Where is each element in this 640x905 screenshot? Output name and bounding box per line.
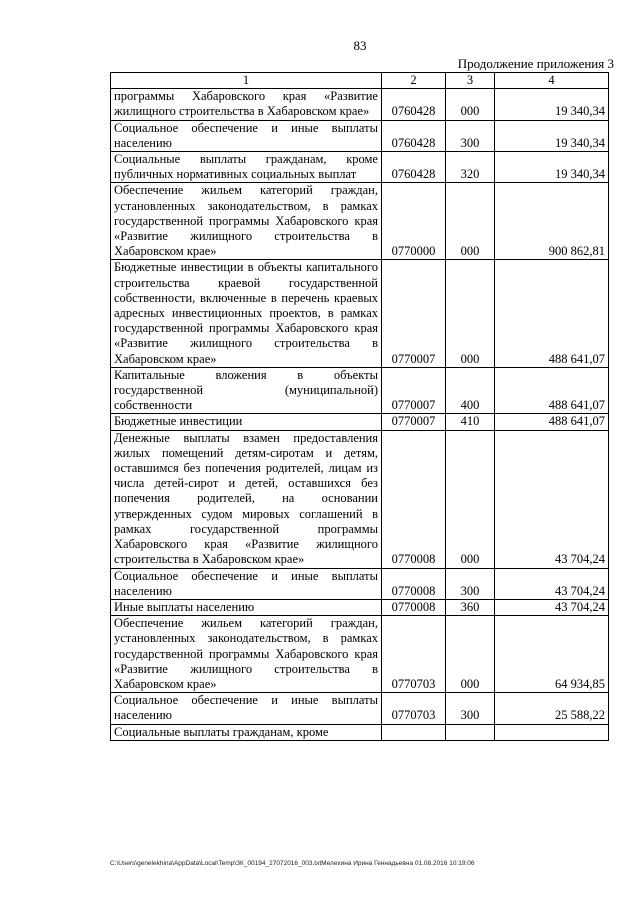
row-subcode: 000: [446, 89, 495, 120]
table-row: [111, 724, 609, 740]
row-amount: 43 704,24: [495, 599, 609, 615]
row-code: 0770008: [382, 568, 446, 599]
budget-table: [110, 72, 609, 741]
table-row: [111, 693, 609, 724]
table-row: [111, 120, 609, 151]
row-code: 0770008: [382, 430, 446, 568]
row-code: 0770008: [382, 599, 446, 615]
row-amount: 900 862,81: [495, 183, 609, 260]
row-amount: [495, 724, 609, 740]
row-code: 0760428: [382, 120, 446, 151]
row-code: [382, 724, 446, 740]
column-header: 2: [382, 73, 446, 89]
row-amount: 19 340,34: [495, 152, 609, 183]
row-subcode: 300: [446, 693, 495, 724]
table-row: [111, 367, 609, 414]
row-name: Социальное обеспечение и иные выплаты населению: [111, 120, 382, 151]
row-subcode: 300: [446, 568, 495, 599]
row-amount: 488 641,07: [495, 414, 609, 430]
row-code: 0770000: [382, 183, 446, 260]
table-row: [111, 568, 609, 599]
row-name: Социальные выплаты гражданам, кроме публичных нормативных социальных выплат: [111, 152, 382, 183]
row-name: программы Хабаровского края «Развитие жилищного строительства в Хабаровском крае»: [111, 89, 382, 120]
row-subcode: 300: [446, 120, 495, 151]
table-row: [111, 89, 609, 120]
row-subcode: 400: [446, 367, 495, 414]
page-number: 83: [353, 38, 367, 53]
table-row: [111, 430, 609, 568]
row-subcode: 000: [446, 616, 495, 693]
row-name: Социальное обеспечение и иные выплаты населению: [111, 693, 382, 724]
row-subcode: 000: [446, 183, 495, 260]
column-header: 1: [111, 73, 382, 89]
table-row: [111, 414, 609, 430]
table-row: [111, 183, 609, 260]
row-name: Иные выплаты населению: [111, 599, 382, 615]
column-header: 4: [495, 73, 609, 89]
continuation-note: Продолжение приложения 3: [457, 56, 614, 71]
row-code: 0770703: [382, 616, 446, 693]
row-amount: 64 934,85: [495, 616, 609, 693]
row-subcode: 320: [446, 152, 495, 183]
row-amount: 25 588,22: [495, 693, 609, 724]
row-subcode: 000: [446, 430, 495, 568]
row-name: Социальное обеспечение и иные выплаты населению: [111, 568, 382, 599]
row-amount: 488 641,07: [495, 260, 609, 367]
row-code: 0760428: [382, 152, 446, 183]
row-name: Социальные выплаты гражданам, кроме: [111, 724, 382, 740]
row-name: Денежные выплаты взамен предоставления жилых помещений детям-сиротам и детям, оставшимся без попечения родителей, лицам из числа детей-сирот и детей, оставшихся без попечения родителей, на основании утвержденных судом мировых соглашений в рамках государственной программы Хабаровского края «Развитие жилищного строительства в Хабаровском крае»: [111, 430, 382, 568]
row-subcode: 410: [446, 414, 495, 430]
column-header: 3: [446, 73, 495, 89]
row-subcode: 360: [446, 599, 495, 615]
table-row: [111, 599, 609, 615]
row-name: Обеспечение жильем категорий граждан, установленных законодательством, в рамках государственной программы Хабаровского края «Развитие жилищного строительства в Хабаровском крае»: [111, 183, 382, 260]
table-row: [111, 260, 609, 367]
row-subcode: [446, 724, 495, 740]
row-amount: 43 704,24: [495, 430, 609, 568]
row-code: 0770007: [382, 414, 446, 430]
row-code: 0770703: [382, 693, 446, 724]
row-subcode: 000: [446, 260, 495, 367]
row-name: Капитальные вложения в объекты государственной (муниципальной) собственности: [111, 367, 382, 414]
file-path-footer: C:\Users\genelekhina\AppData\Local\Temp\ЗК_00194_27072016_003.txtМелехина Ирина Геннадьевна 01.08.2016 10:19:06: [110, 860, 475, 867]
row-code: 0770007: [382, 367, 446, 414]
table-header-row: [111, 73, 609, 89]
row-amount: 488 641,07: [495, 367, 609, 414]
row-name: Бюджетные инвестиции в объекты капитального строительства краевой государственной собственности, включенные в перечень краевых адресных инвестиционных проектов, в рамках государственной программы Хабаровского края «Развитие жилищного строительства в Хабаровском крае»: [111, 260, 382, 367]
table-row: [111, 616, 609, 693]
table-row: [111, 152, 609, 183]
row-amount: 43 704,24: [495, 568, 609, 599]
row-name: Бюджетные инвестиции: [111, 414, 382, 430]
row-name: Обеспечение жильем категорий граждан, установленных законодательством, в рамках государственной программы Хабаровского края «Развитие жилищного строительства в Хабаровском крае»: [111, 616, 382, 693]
row-code: 0760428: [382, 89, 446, 120]
row-amount: 19 340,34: [495, 89, 609, 120]
row-amount: 19 340,34: [495, 120, 609, 151]
row-code: 0770007: [382, 260, 446, 367]
